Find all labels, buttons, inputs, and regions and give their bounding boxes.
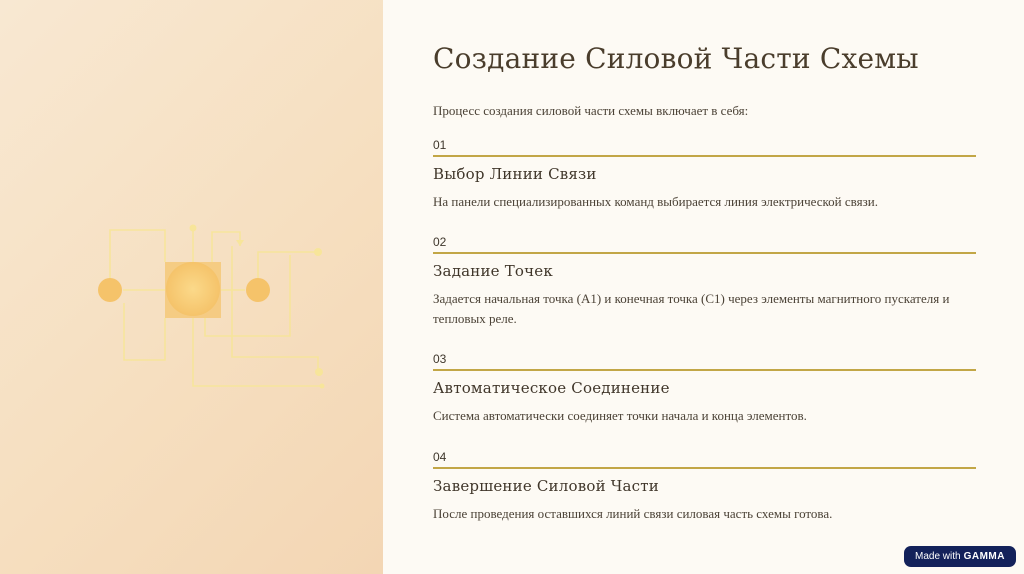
step-title: Завершение Силовой Части (433, 477, 659, 495)
step-item (433, 352, 976, 426)
step-description: На панели специализированных команд выбирается линия электрической связи. (433, 194, 878, 209)
gamma-logo: GAMMA (963, 551, 1005, 562)
step-description: После проведения оставшихся линий связи силовая часть схемы готова. (433, 506, 833, 521)
step-divider (433, 155, 976, 157)
step-number: 01 (433, 138, 447, 152)
step-title: Задание Точек (433, 262, 553, 280)
step-title: Автоматическое Соединение (433, 379, 670, 397)
step-divider (433, 467, 976, 469)
step-description: Система автоматически соединяет точки начала и конца элементов. (433, 408, 807, 423)
node-left (98, 278, 122, 302)
step-description: Задается начальная точка (A1) и конечная точка (C1) через элементы магнитного пускателя и тепловых реле. (433, 291, 950, 326)
step-divider (433, 252, 976, 254)
page-title: Создание Силовой Части Схемы (433, 42, 919, 75)
step-item (433, 138, 976, 212)
badge-prefix: Made with (915, 551, 961, 562)
node-right (246, 278, 270, 302)
step-number: 04 (433, 450, 447, 464)
made-with-gamma-badge[interactable] (904, 546, 1016, 567)
step-item (433, 235, 976, 329)
step-divider (433, 369, 976, 371)
step-number: 02 (433, 235, 447, 249)
step-item (433, 450, 976, 524)
chip-core (166, 262, 220, 316)
step-title: Выбор Линии Связи (433, 165, 597, 183)
illustration-panel (0, 0, 383, 574)
intro-text: Процесс создания силовой части схемы включает в себя: (433, 103, 749, 118)
step-number: 03 (433, 352, 447, 366)
circuit-illustration (0, 0, 383, 574)
